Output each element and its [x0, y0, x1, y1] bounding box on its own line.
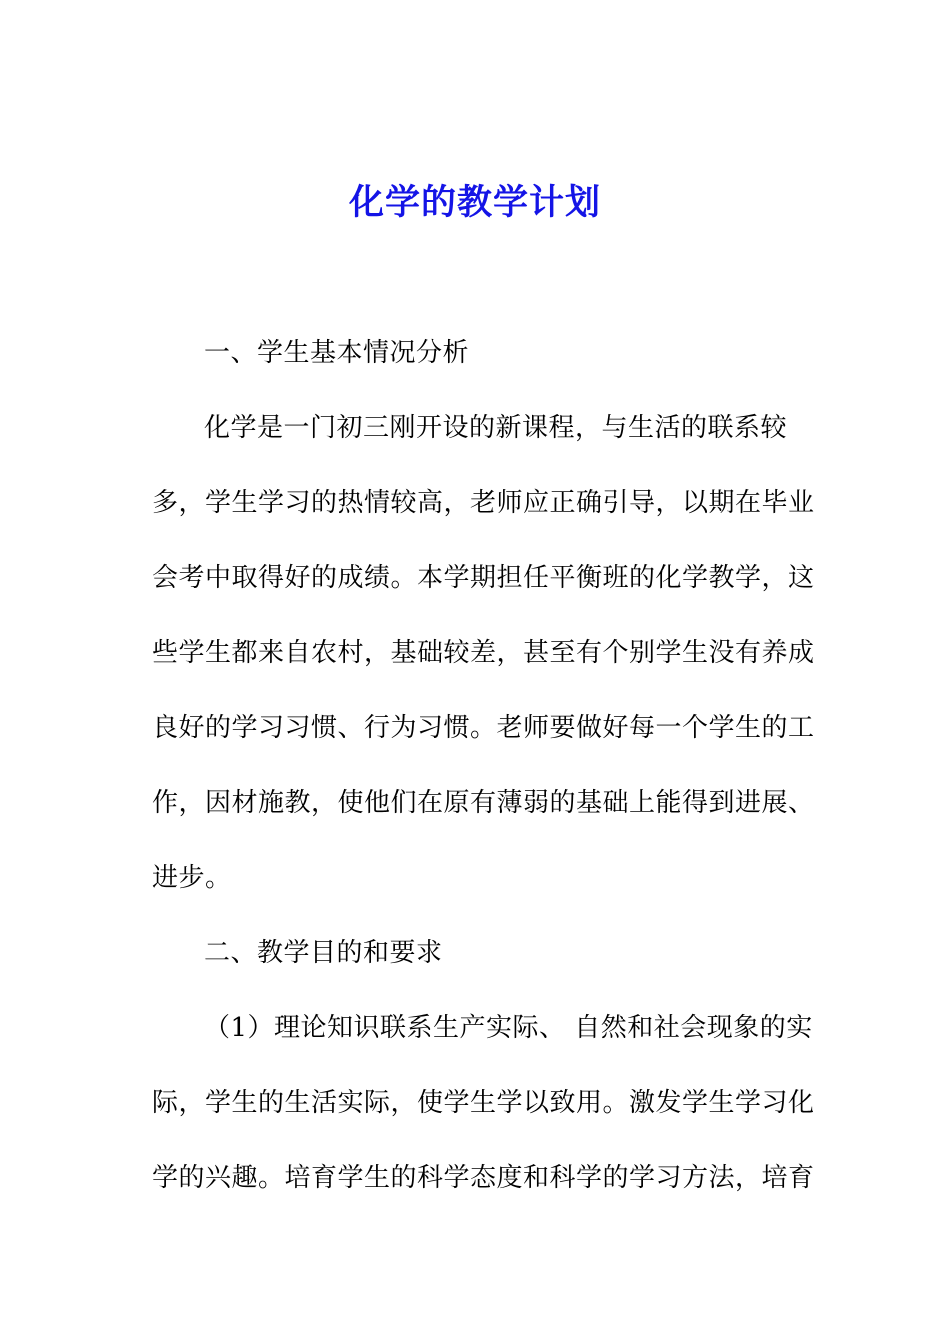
paragraph-line: 作，因材施教，使他们在原有薄弱的基础上能得到进展、: [152, 788, 815, 818]
paragraph-line: 化学是一门初三刚开设的新课程，与生活的联系较: [204, 413, 788, 443]
paragraph-line: 会考中取得好的成绩。本学期担任平衡班的化学教学，这: [152, 563, 815, 593]
paragraph-line: 良好的学习习惯、行为习惯。老师要做好每一个学生的工: [152, 713, 815, 743]
paragraph-line: 际，学生的生活实际，使学生学以致用。激发学生学习化: [152, 1088, 815, 1118]
document-body: [152, 316, 815, 1216]
paragraph-line: 进步。: [152, 863, 232, 893]
paragraph-line: 些学生都来自农村，基础较差，甚至有个别学生没有养成: [152, 638, 815, 668]
paragraph-line: 学的兴趣。培育学生的科学态度和科学的学习方法，培育: [152, 1163, 815, 1193]
paragraph-line: （1）理论知识联系生产实际、 自然和社会现象的实: [204, 1013, 813, 1043]
paragraph-line: 多，学生学习的热情较高，老师应正确引导，以期在毕业: [152, 488, 815, 518]
document-title: 化学的教学计划: [348, 182, 601, 223]
section-heading-1: 一、学生基本情况分析: [204, 338, 470, 368]
section-heading-2: 二、教学目的和要求: [204, 938, 443, 968]
